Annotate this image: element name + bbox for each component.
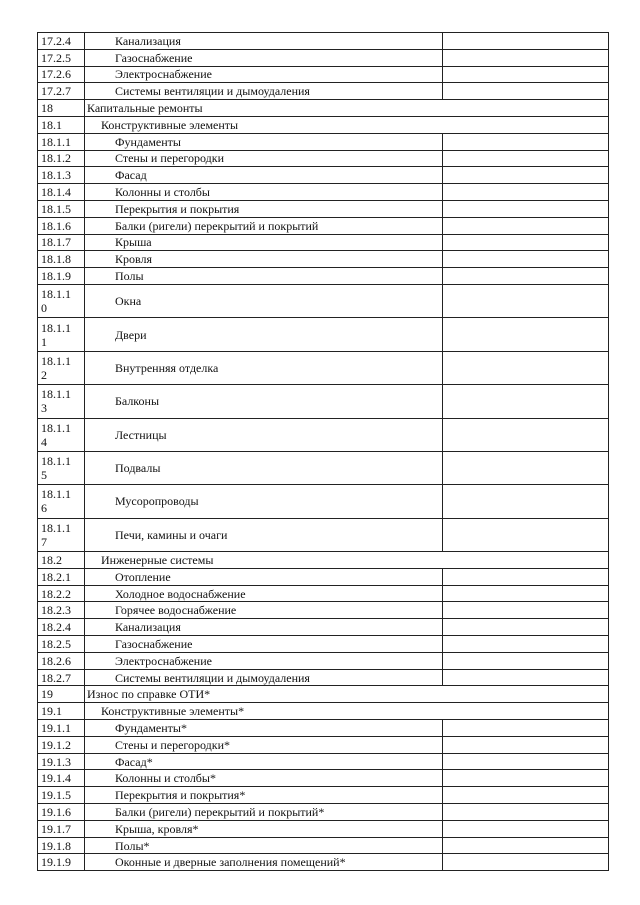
row-name-cell: Холодное водоснабжение bbox=[85, 585, 443, 602]
table-row bbox=[38, 485, 609, 518]
row-name-cell: Системы вентиляции и дымоудаления bbox=[85, 83, 443, 100]
table-row bbox=[38, 804, 609, 821]
table-row bbox=[38, 451, 609, 484]
table-body bbox=[38, 33, 609, 871]
row-number-cell: 18.1.1 2 bbox=[38, 351, 85, 384]
row-value-cell[interactable] bbox=[443, 49, 609, 66]
row-number-cell: 18.1.2 bbox=[38, 150, 85, 167]
table-row bbox=[38, 703, 609, 720]
table-row bbox=[38, 418, 609, 451]
table-row bbox=[38, 652, 609, 669]
row-name-cell: Газоснабжение bbox=[85, 636, 443, 653]
row-number-cell: 18.2.4 bbox=[38, 619, 85, 636]
row-value-cell[interactable] bbox=[443, 351, 609, 384]
table-row bbox=[38, 585, 609, 602]
document-table bbox=[37, 32, 609, 871]
row-number-cell: 18.2.2 bbox=[38, 585, 85, 602]
row-value-cell[interactable] bbox=[443, 268, 609, 285]
row-number-cell: 18.1.7 bbox=[38, 234, 85, 251]
row-value-cell[interactable] bbox=[443, 720, 609, 737]
row-number-cell: 18.2.3 bbox=[38, 602, 85, 619]
row-name-cell: Перекрытия и покрытия* bbox=[85, 787, 443, 804]
row-number-cell: 19.1.1 bbox=[38, 720, 85, 737]
row-name-cell: Оконные и дверные заполнения помещений* bbox=[85, 854, 443, 871]
row-number-cell: 19.1.3 bbox=[38, 753, 85, 770]
row-number-cell: 18.1.1 5 bbox=[38, 451, 85, 484]
table-row bbox=[38, 619, 609, 636]
row-name-cell: Печи, камины и очаги bbox=[85, 518, 443, 551]
row-number-cell: 18.1.3 bbox=[38, 167, 85, 184]
row-value-cell[interactable] bbox=[443, 133, 609, 150]
row-name-cell: Лестницы bbox=[85, 418, 443, 451]
row-name-cell: Балки (ригели) перекрытий и покрытий* bbox=[85, 804, 443, 821]
table-row bbox=[38, 200, 609, 217]
row-value-cell[interactable] bbox=[443, 652, 609, 669]
row-number-cell: 18.1.4 bbox=[38, 184, 85, 201]
row-name-cell: Канализация bbox=[85, 619, 443, 636]
table-row bbox=[38, 753, 609, 770]
row-name-cell: Перекрытия и покрытия bbox=[85, 200, 443, 217]
table-row bbox=[38, 820, 609, 837]
table-row bbox=[38, 686, 609, 703]
table-row bbox=[38, 669, 609, 686]
row-value-cell[interactable] bbox=[443, 619, 609, 636]
row-value-cell[interactable] bbox=[443, 568, 609, 585]
table-row bbox=[38, 100, 609, 117]
row-number-cell: 19.1.4 bbox=[38, 770, 85, 787]
table-row bbox=[38, 33, 609, 50]
row-number-cell: 19.1.2 bbox=[38, 736, 85, 753]
row-name-cell: Крыша, кровля* bbox=[85, 820, 443, 837]
row-number-cell: 17.2.5 bbox=[38, 49, 85, 66]
row-value-cell[interactable] bbox=[443, 284, 609, 317]
row-name-cell: Электроснабжение bbox=[85, 652, 443, 669]
row-value-cell[interactable] bbox=[443, 636, 609, 653]
row-name-cell: Газоснабжение bbox=[85, 49, 443, 66]
row-name-cell: Балконы bbox=[85, 385, 443, 418]
row-value-cell[interactable] bbox=[443, 820, 609, 837]
row-number-cell: 18.1.1 6 bbox=[38, 485, 85, 518]
row-value-cell[interactable] bbox=[443, 787, 609, 804]
row-number-cell: 19.1.9 bbox=[38, 854, 85, 871]
row-name-cell: Колонны и столбы* bbox=[85, 770, 443, 787]
row-value-cell[interactable] bbox=[443, 837, 609, 854]
row-number-cell: 18 bbox=[38, 100, 85, 117]
row-value-cell[interactable] bbox=[443, 418, 609, 451]
row-number-cell: 18.1.1 7 bbox=[38, 518, 85, 551]
row-name-cell: Мусоропроводы bbox=[85, 485, 443, 518]
table-row bbox=[38, 83, 609, 100]
row-value-cell[interactable] bbox=[443, 669, 609, 686]
row-value-cell[interactable] bbox=[443, 804, 609, 821]
table-row bbox=[38, 854, 609, 871]
row-value-cell[interactable] bbox=[443, 736, 609, 753]
row-number-cell: 17.2.6 bbox=[38, 66, 85, 83]
row-number-cell: 18.1.1 3 bbox=[38, 385, 85, 418]
table-row bbox=[38, 251, 609, 268]
row-name-cell: Канализация bbox=[85, 33, 443, 50]
row-name-cell: Стены и перегородки* bbox=[85, 736, 443, 753]
table-row bbox=[38, 602, 609, 619]
table-row bbox=[38, 837, 609, 854]
row-number-cell: 19.1.8 bbox=[38, 837, 85, 854]
row-value-cell[interactable] bbox=[443, 200, 609, 217]
table-row bbox=[38, 133, 609, 150]
table-row bbox=[38, 150, 609, 167]
row-value-cell[interactable] bbox=[443, 217, 609, 234]
table-row bbox=[38, 568, 609, 585]
row-name-cell: Окна bbox=[85, 284, 443, 317]
table-row bbox=[38, 351, 609, 384]
table-row bbox=[38, 787, 609, 804]
table-row bbox=[38, 385, 609, 418]
row-name-cell: Электроснабжение bbox=[85, 66, 443, 83]
row-name-cell: Отопление bbox=[85, 568, 443, 585]
row-number-cell: 18.2.5 bbox=[38, 636, 85, 653]
row-number-cell: 18.2 bbox=[38, 552, 85, 569]
row-value-cell[interactable] bbox=[443, 318, 609, 351]
table-row bbox=[38, 66, 609, 83]
row-name-cell: Износ по справке ОТИ* bbox=[85, 686, 609, 703]
row-value-cell[interactable] bbox=[443, 66, 609, 83]
row-name-cell: Фасад bbox=[85, 167, 443, 184]
row-value-cell[interactable] bbox=[443, 451, 609, 484]
table-row bbox=[38, 318, 609, 351]
table-row bbox=[38, 184, 609, 201]
table-row bbox=[38, 217, 609, 234]
row-value-cell[interactable] bbox=[443, 167, 609, 184]
row-name-cell: Двери bbox=[85, 318, 443, 351]
row-number-cell: 19 bbox=[38, 686, 85, 703]
row-value-cell[interactable] bbox=[443, 585, 609, 602]
row-value-cell[interactable] bbox=[443, 854, 609, 871]
table-row bbox=[38, 736, 609, 753]
row-name-cell: Полы bbox=[85, 268, 443, 285]
table-row bbox=[38, 636, 609, 653]
row-number-cell: 19.1.7 bbox=[38, 820, 85, 837]
row-number-cell: 18.1.1 bbox=[38, 133, 85, 150]
row-number-cell: 17.2.4 bbox=[38, 33, 85, 50]
row-number-cell: 18.1.1 0 bbox=[38, 284, 85, 317]
row-name-cell: Стены и перегородки bbox=[85, 150, 443, 167]
row-number-cell: 18.2.7 bbox=[38, 669, 85, 686]
row-value-cell[interactable] bbox=[443, 602, 609, 619]
row-value-cell[interactable] bbox=[443, 234, 609, 251]
row-name-cell: Инженерные системы bbox=[85, 552, 609, 569]
row-number-cell: 19.1.5 bbox=[38, 787, 85, 804]
table-row bbox=[38, 720, 609, 737]
row-name-cell: Конструктивные элементы bbox=[85, 116, 609, 133]
row-name-cell: Внутренняя отделка bbox=[85, 351, 443, 384]
row-value-cell[interactable] bbox=[443, 485, 609, 518]
row-number-cell: 18.1.9 bbox=[38, 268, 85, 285]
table-row bbox=[38, 552, 609, 569]
row-value-cell[interactable] bbox=[443, 184, 609, 201]
table-row bbox=[38, 268, 609, 285]
row-name-cell: Подвалы bbox=[85, 451, 443, 484]
row-value-cell[interactable] bbox=[443, 33, 609, 50]
row-number-cell: 18.1.1 1 bbox=[38, 318, 85, 351]
row-number-cell: 18.1 bbox=[38, 116, 85, 133]
row-value-cell[interactable] bbox=[443, 150, 609, 167]
table-row bbox=[38, 770, 609, 787]
table-row bbox=[38, 116, 609, 133]
table-row bbox=[38, 284, 609, 317]
row-name-cell: Конструктивные элементы* bbox=[85, 703, 609, 720]
row-number-cell: 18.1.5 bbox=[38, 200, 85, 217]
row-name-cell: Балки (ригели) перекрытий и покрытий bbox=[85, 217, 443, 234]
row-name-cell: Полы* bbox=[85, 837, 443, 854]
row-name-cell: Горячее водоснабжение bbox=[85, 602, 443, 619]
row-number-cell: 18.1.8 bbox=[38, 251, 85, 268]
row-value-cell[interactable] bbox=[443, 83, 609, 100]
row-name-cell: Колонны и столбы bbox=[85, 184, 443, 201]
row-name-cell: Фундаменты bbox=[85, 133, 443, 150]
row-number-cell: 18.2.1 bbox=[38, 568, 85, 585]
row-number-cell: 19.1.6 bbox=[38, 804, 85, 821]
row-name-cell: Фундаменты* bbox=[85, 720, 443, 737]
row-value-cell[interactable] bbox=[443, 251, 609, 268]
row-value-cell[interactable] bbox=[443, 753, 609, 770]
row-number-cell: 19.1 bbox=[38, 703, 85, 720]
row-name-cell: Фасад* bbox=[85, 753, 443, 770]
row-value-cell[interactable] bbox=[443, 385, 609, 418]
row-name-cell: Кровля bbox=[85, 251, 443, 268]
table-row bbox=[38, 49, 609, 66]
table-row bbox=[38, 234, 609, 251]
table-row bbox=[38, 167, 609, 184]
row-name-cell: Крыша bbox=[85, 234, 443, 251]
row-value-cell[interactable] bbox=[443, 770, 609, 787]
row-name-cell: Капитальные ремонты bbox=[85, 100, 609, 117]
row-number-cell: 18.1.6 bbox=[38, 217, 85, 234]
row-name-cell: Системы вентиляции и дымоудаления bbox=[85, 669, 443, 686]
row-number-cell: 18.1.1 4 bbox=[38, 418, 85, 451]
row-number-cell: 17.2.7 bbox=[38, 83, 85, 100]
row-value-cell[interactable] bbox=[443, 518, 609, 551]
row-number-cell: 18.2.6 bbox=[38, 652, 85, 669]
table-row bbox=[38, 518, 609, 551]
